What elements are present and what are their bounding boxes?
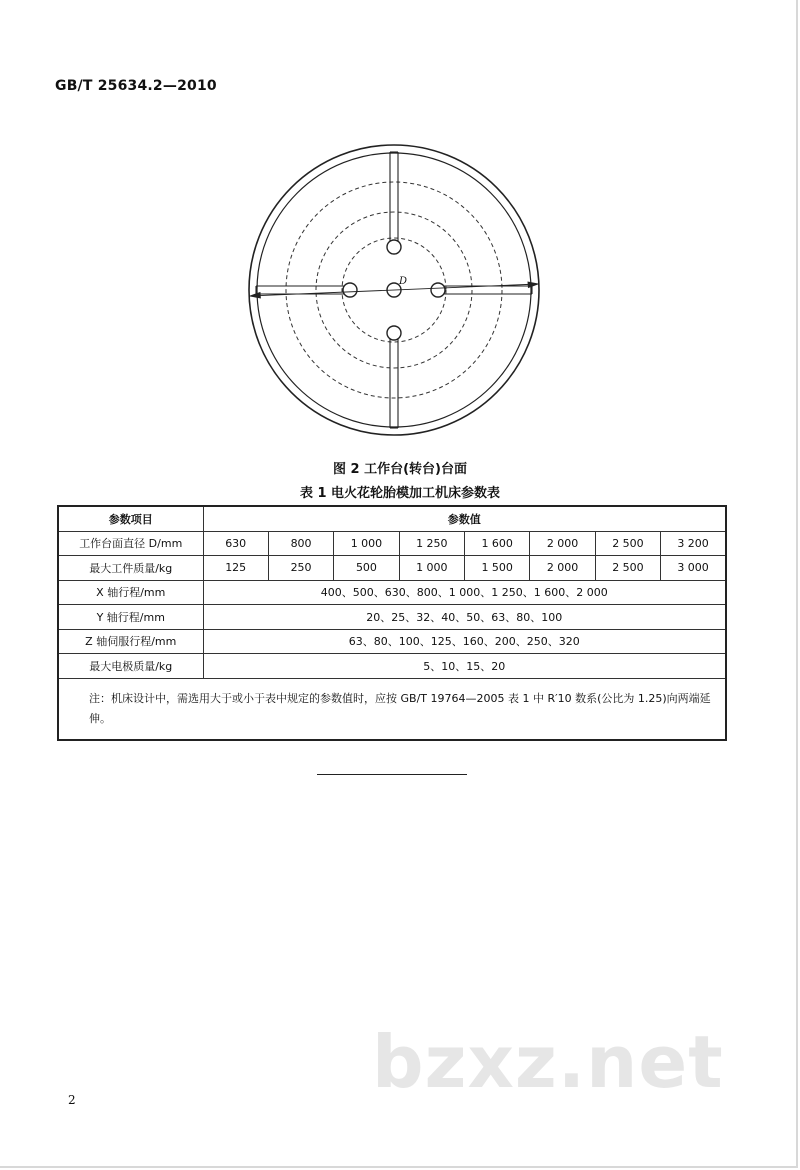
figure-caption: 图 2 工作台(转台)台面 [333,462,467,477]
table-row [58,605,726,630]
hole-right [431,283,445,297]
table-cell: 1 600 [465,531,530,556]
table-cell: 63、80、100、125、160、200、250、320 [203,629,726,654]
parameter-table [57,505,727,741]
end-rule [317,774,467,775]
diameter-label: D [399,276,408,287]
table-cell: 3 200 [661,531,726,556]
table-note-row [58,678,726,740]
table-row [58,654,726,679]
table-cell: 500 [334,556,399,581]
table-cell: 250 [268,556,333,581]
standard-number: GB/T 25634.2—2010 [55,78,217,94]
row-label: 最大工件质量/kg [58,556,203,581]
row-label: Z 轴伺服行程/mm [58,629,203,654]
hole-bottom [387,326,401,340]
table-cell: 1 000 [334,531,399,556]
table-cell: 2 500 [595,556,660,581]
table-cell: 125 [203,556,268,581]
worktable-figure [0,0,800,460]
table-cell: 400、500、630、800、1 000、1 250、1 600、2 000 [203,580,726,605]
row-label: 最大电极质量/kg [58,654,203,679]
row-label: Y 轴行程/mm [58,605,203,630]
table-cell: 2 000 [530,556,595,581]
row-label: X 轴行程/mm [58,580,203,605]
table-row [58,580,726,605]
table-cell: 1 250 [399,531,464,556]
hole-top [387,240,401,254]
table-header-row [58,506,726,531]
table-cell: 630 [203,531,268,556]
watermark: bzxz.net [372,1020,724,1104]
table-row [58,556,726,581]
table-cell: 800 [268,531,333,556]
table-cell: 1 000 [399,556,464,581]
page-number: 2 [68,1093,76,1107]
table-cell: 5、10、15、20 [203,654,726,679]
table-cell: 2 500 [595,531,660,556]
header-value-cell: 参数值 [203,506,726,531]
t-slot-bottom [390,339,398,428]
table-cell: 20、25、32、40、50、63、80、100 [203,605,726,630]
table-cell: 3 000 [661,556,726,581]
hole-left [343,283,357,297]
table-cell: 1 500 [465,556,530,581]
header-item-cell: 参数项目 [58,506,203,531]
table-note: 注：机床设计中，需选用大于或小于表中规定的参数值时，应按 GB/T 19764—2005 表 1 中 R′10 数系(公比为 1.25)向两端延伸。 [58,678,726,740]
row-label: 工作台面直径 D/mm [58,531,203,556]
table-caption: 表 1 电火花轮胎模加工机床参数表 [299,486,501,501]
t-slot-top [390,152,398,241]
table-row [58,629,726,654]
table-row [58,531,726,556]
table-cell: 2 000 [530,531,595,556]
